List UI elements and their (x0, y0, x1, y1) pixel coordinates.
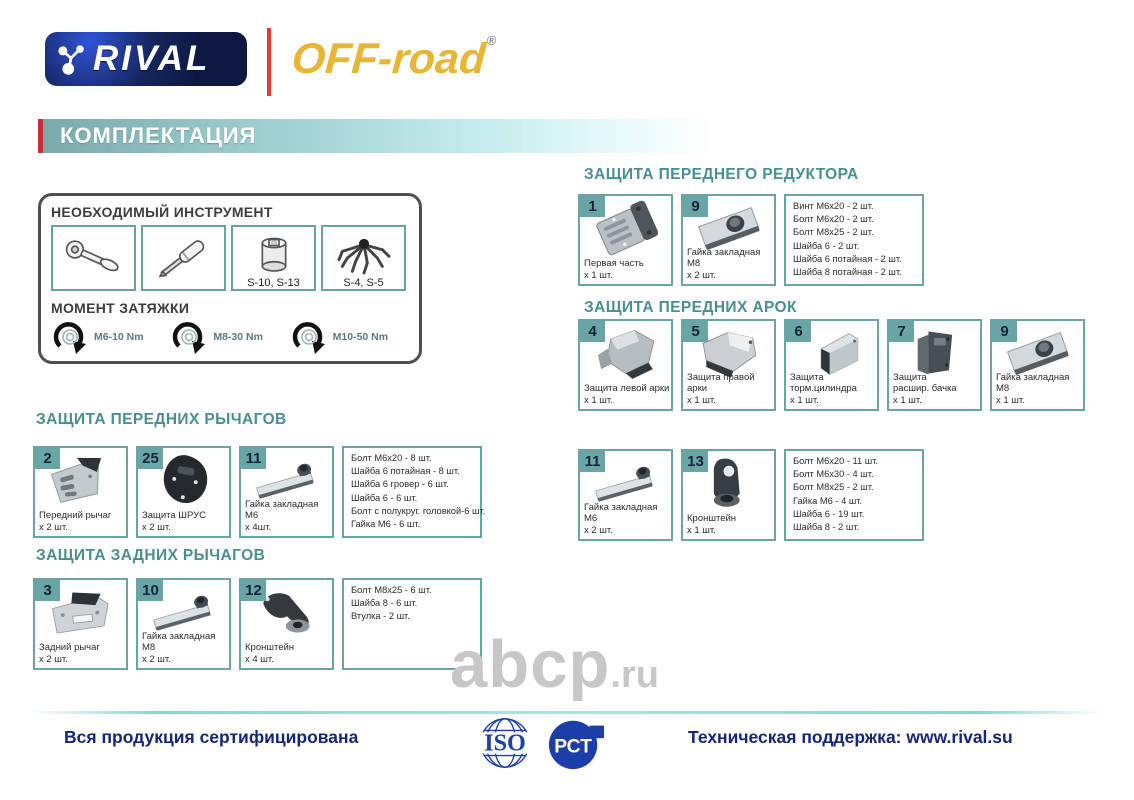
torque-value: M10-50 Nm (332, 331, 389, 343)
part-caption (584, 502, 671, 536)
part-caption (584, 383, 669, 406)
part-number-badge: 10 (138, 580, 163, 601)
registered-trademark-symbol: ® (486, 33, 497, 48)
part-caption-line: х 2 шт. (39, 521, 68, 533)
part-number-badge: 2 (35, 448, 60, 469)
part-box-9 (681, 194, 776, 286)
fastener-line: Гайка М6 - 4 шт. (793, 495, 863, 506)
part-caption (687, 513, 736, 536)
rival-logo (45, 32, 247, 86)
watermark-main-text: abcp (450, 627, 611, 702)
fastener-line: Гайка М6 - 6 шт. (351, 518, 421, 529)
offroad-text: OFF-road (290, 35, 488, 83)
torque-arrow-icon (290, 319, 330, 355)
part-caption-line: х 2 шт. (142, 653, 171, 665)
fastener-line: Шайба 6 потайная - 2 шт. (793, 253, 902, 264)
torque-value: M8-30 Nm (213, 331, 263, 343)
part-caption-line: расшир. бачка (893, 383, 957, 395)
part-box-2 (33, 446, 128, 538)
part-caption-line: х 4шт. (245, 521, 272, 533)
logo-divider (267, 28, 271, 96)
hexkeys-icon (326, 233, 402, 283)
fastener-line: Шайба 8 - 6 шт. (351, 598, 418, 609)
support-text: Техническая поддержка: www.rival.su (688, 727, 1013, 747)
screwdriver-tool-cell (141, 225, 226, 291)
part-caption (142, 631, 229, 665)
part-box-10 (136, 578, 231, 670)
part-number-badge: 5 (683, 321, 708, 342)
page-title: КОМПЛЕКТАЦИЯ (60, 123, 257, 148)
section-title-front-arches: ЗАЩИТА ПЕРЕДНИХ АРОК (584, 299, 797, 316)
fasteners-list (342, 446, 486, 538)
part-caption (39, 642, 100, 665)
part-box-6 (784, 319, 879, 411)
fastener-line: Болт с полукруг. головкой-6 шт. (351, 505, 486, 516)
part-box-5 (681, 319, 776, 411)
ratchet-tool-cell (51, 225, 136, 291)
fastener-line: Болт М8х25 - 2 шт. (793, 227, 874, 238)
watermark-suffix-text: .ru (610, 654, 659, 696)
torque-item (170, 319, 289, 355)
part-caption-line: Защита ШРУС (142, 510, 207, 522)
torque-value: M6-10 Nm (94, 331, 144, 343)
section-row-front-levers (33, 446, 486, 538)
torque-item (51, 319, 170, 355)
part-caption (245, 499, 332, 533)
part-number-badge: 25 (138, 448, 163, 469)
part-caption-line: Кронштейн (687, 513, 737, 525)
ratchet-icon (56, 233, 132, 283)
part-caption (790, 372, 857, 406)
title-bar-red-accent (38, 119, 43, 153)
part-caption (687, 247, 774, 281)
section-row-hardware (578, 449, 924, 541)
offroad-logo (290, 33, 497, 84)
part-box-25 (136, 446, 231, 538)
part-number-badge: 1 (580, 196, 605, 217)
screwdriver-icon (146, 233, 222, 283)
fastener-line: Винт М6х20 - 2 шт. (793, 201, 874, 211)
page-title-bar (38, 119, 1096, 153)
section-title-front-levers: ЗАЩИТА ПЕРЕДНИХ РЫЧАГОВ (36, 411, 287, 428)
part-caption (39, 510, 111, 533)
fastener-line: Болт М6х30 - 4 шт. (793, 469, 874, 480)
torque-item (290, 319, 409, 355)
part-caption (996, 372, 1083, 406)
part-caption (142, 510, 206, 533)
tool-size-label: S-4, S-5 (343, 277, 384, 289)
part-caption-line: торм.цилиндра (790, 383, 857, 395)
section-row-front-arches (578, 319, 1085, 411)
torque-row (51, 319, 409, 355)
fastener-line: Шайба 8 - 2 шт. (793, 521, 860, 532)
part-caption-line: х 1 шт. (893, 394, 922, 406)
part-caption (893, 372, 957, 406)
abcp-watermark (450, 626, 659, 703)
torque-title: МОМЕНТ ЗАТЯЖКИ (51, 300, 190, 316)
required-tools-panel (38, 193, 422, 364)
part-box-4 (578, 319, 673, 411)
fastener-line: Шайба 8 потайная - 2 шт. (793, 266, 902, 277)
iso-logo (476, 714, 534, 772)
section-row-rear-levers (33, 578, 482, 670)
part-caption-line: х 2 шт. (142, 521, 171, 533)
part-caption-line: х 1 шт. (584, 269, 613, 281)
socket-icon (236, 233, 312, 283)
part-box-9 (990, 319, 1085, 411)
part-box-7 (887, 319, 982, 411)
part-box-13 (681, 449, 776, 541)
part-caption-line: Гайка закладная М8 (996, 371, 1070, 395)
part-caption-line: х 1 шт. (687, 524, 716, 536)
part-box-3 (33, 578, 128, 670)
part-number-badge: 9 (992, 321, 1017, 342)
section-row-front-reducer (578, 194, 924, 286)
part-caption-line: Гайка закладная М8 (687, 246, 761, 270)
tool-size-label: S-10, S-13 (247, 277, 300, 289)
fastener-line: Шайба 6 - 2 шт. (793, 240, 860, 251)
part-caption-line: Кронштейн (245, 642, 295, 654)
fastener-line: Болт М8х25 - 2 шт. (793, 482, 874, 493)
fastener-line: Шайба 6 потайная - 8 шт. (351, 466, 460, 477)
part-caption-line: Защита левой арки (584, 383, 670, 395)
fastener-line: Болт М6х20 - 8 шт. (351, 453, 432, 463)
rst-logo-text: РСТ (554, 736, 592, 758)
part-caption-line: х 1 шт. (687, 394, 716, 406)
part-number-badge: 12 (241, 580, 266, 601)
part-box-1 (578, 194, 673, 286)
fasteners-list (784, 194, 924, 286)
part-caption-line: х 4 шт. (245, 653, 274, 665)
part-number-badge: 3 (35, 580, 60, 601)
section-title-rear-levers: ЗАЩИТА ЗАДНИХ РЫЧАГОВ (36, 547, 266, 564)
part-number-badge: 9 (683, 196, 708, 217)
part-caption-line: Гайка закладная М8 (142, 630, 216, 654)
tools-row (51, 225, 409, 291)
socket-tool-cell (231, 225, 316, 291)
certified-text: Вся продукция сертифицирована (64, 727, 359, 747)
rst-logo (545, 714, 607, 772)
fastener-line: Болт М6х20 - 2 шт. (793, 214, 874, 225)
part-number-badge: 6 (786, 321, 811, 342)
part-number-badge: 7 (889, 321, 914, 342)
part-number-badge: 11 (241, 448, 266, 469)
part-caption-line: Гайка закладная М6 (245, 498, 319, 522)
fasteners-list (784, 449, 924, 541)
part-caption-line: Защита (893, 371, 927, 383)
part-caption-line: Защита правой арки (687, 371, 755, 395)
iso-logo-text: ISO (484, 729, 526, 757)
torque-arrow-icon (51, 319, 91, 355)
part-caption-line: х 2 шт. (687, 269, 716, 281)
part-caption (245, 642, 294, 665)
part-caption (687, 372, 774, 406)
fastener-line: Шайба 6 - 19 шт. (793, 508, 865, 519)
rival-brand-text: RIVAL (93, 39, 211, 78)
part-number-badge: 11 (580, 451, 605, 472)
part-number-badge: 13 (683, 451, 708, 472)
rival-molecule-icon (53, 41, 89, 77)
part-caption-line: Гайка закладная М6 (584, 501, 658, 525)
fastener-line: Шайба 6 гровер - 6 шт. (351, 479, 449, 490)
fastener-line: Болт М6х20 - 11 шт. (793, 456, 879, 466)
fastener-line: Втулка - 2 шт. (351, 611, 410, 622)
torque-arrow-icon (170, 319, 210, 355)
part-caption-line: Защита (790, 371, 824, 383)
part-box-11 (239, 446, 334, 538)
tools-panel-title: НЕОБХОДИМЫЙ ИНСТРУМЕНТ (51, 204, 273, 220)
part-box-11 (578, 449, 673, 541)
part-caption-line: х 2 шт. (584, 524, 613, 536)
part-box-12 (239, 578, 334, 670)
fastener-line: Болт М8х25 - 6 шт. (351, 585, 432, 595)
section-title-front-reducer: ЗАЩИТА ПЕРЕДНЕГО РЕДУКТОРА (584, 166, 859, 183)
part-caption-line: х 2 шт. (39, 653, 68, 665)
part-caption-line: Передний рычаг (39, 510, 112, 522)
part-caption-line: Первая часть (584, 258, 644, 270)
fastener-line: Шайба 6 - 6 шт. (351, 492, 418, 503)
part-caption-line: х 1 шт. (790, 394, 819, 406)
hexkeys-tool-cell (321, 225, 406, 291)
part-number-badge: 4 (580, 321, 605, 342)
part-caption-line: х 1 шт. (996, 394, 1025, 406)
part-caption (584, 258, 644, 281)
part-caption-line: Задний рычаг (39, 642, 100, 654)
part-caption-line: х 1 шт. (584, 394, 613, 406)
